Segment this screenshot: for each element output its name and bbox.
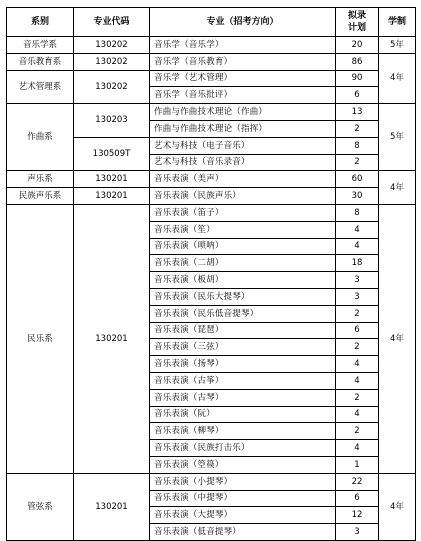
major-cell: 音乐表演（唢呐） — [150, 238, 336, 255]
plan-cell: 90 — [336, 70, 379, 87]
major-cell: 音乐表演（民乐低音提琴） — [150, 305, 336, 322]
major-cell: 音乐表演（板胡） — [150, 272, 336, 289]
major-cell: 音乐表演（小提琴） — [150, 473, 336, 490]
table-row — [7, 37, 416, 54]
major-cell: 音乐表演（民族声乐） — [150, 188, 336, 205]
table-row — [7, 171, 416, 188]
code-cell: 130509T — [74, 137, 150, 171]
plan-cell: 13 — [336, 104, 379, 121]
plan-cell: 20 — [336, 37, 379, 54]
major-cell: 音乐表演（琵琶） — [150, 322, 336, 339]
dept-cell: 作曲系 — [7, 104, 74, 171]
major-cell: 作曲与作曲技术理论（作曲） — [150, 104, 336, 121]
major-cell: 作曲与作曲技术理论（指挥） — [150, 120, 336, 137]
plan-cell: 8 — [336, 204, 379, 221]
major-cell: 音乐学（艺术管理） — [150, 70, 336, 87]
code-cell: 130201 — [74, 171, 150, 188]
code-cell: 130202 — [74, 70, 150, 104]
code-cell: 130202 — [74, 53, 150, 70]
admission-plan-table — [6, 7, 416, 541]
plan-cell: 86 — [336, 53, 379, 70]
plan-cell: 6 — [336, 322, 379, 339]
plan-cell: 2 — [336, 305, 379, 322]
header-dept: 系别 — [7, 8, 74, 37]
major-cell: 艺术与科技（音乐录音） — [150, 154, 336, 171]
major-cell: 音乐表演（箜篌） — [150, 456, 336, 473]
plan-cell: 12 — [336, 507, 379, 524]
plan-cell: 2 — [336, 154, 379, 171]
code-cell: 130202 — [74, 37, 150, 54]
table-header-row — [7, 8, 416, 37]
dept-cell: 音乐教育系 — [7, 53, 74, 70]
plan-cell: 3 — [336, 288, 379, 305]
header-code: 专业代码 — [74, 8, 150, 37]
table-row — [7, 204, 416, 221]
plan-cell: 2 — [336, 423, 379, 440]
table-row — [7, 104, 416, 121]
major-cell: 音乐表演（美声） — [150, 171, 336, 188]
plan-cell: 1 — [336, 456, 379, 473]
plan-cell: 3 — [336, 524, 379, 541]
major-cell: 音乐表演（民乐大提琴） — [150, 288, 336, 305]
plan-cell: 6 — [336, 87, 379, 104]
plan-cell: 18 — [336, 255, 379, 272]
plan-cell: 4 — [336, 221, 379, 238]
plan-cell: 6 — [336, 490, 379, 507]
plan-cell: 4 — [336, 440, 379, 457]
dept-cell: 民乐系 — [7, 204, 74, 473]
major-cell: 音乐表演（三弦） — [150, 339, 336, 356]
dept-cell: 音乐学系 — [7, 37, 74, 54]
header-years: 学制 — [379, 8, 416, 37]
plan-cell: 4 — [336, 238, 379, 255]
plan-cell: 8 — [336, 137, 379, 154]
years-cell: 4年 — [379, 53, 416, 103]
major-cell: 音乐表演（古筝） — [150, 372, 336, 389]
major-cell: 音乐表演（二胡） — [150, 255, 336, 272]
major-cell: 音乐表演（民族打击乐） — [150, 440, 336, 457]
plan-cell: 3 — [336, 272, 379, 289]
years-cell: 5年 — [379, 104, 416, 171]
major-cell: 音乐学（音乐批评） — [150, 87, 336, 104]
plan-cell: 30 — [336, 188, 379, 205]
major-cell: 音乐表演（低音提琴） — [150, 524, 336, 541]
major-cell: 音乐学（音乐学） — [150, 37, 336, 54]
years-cell: 4年 — [379, 204, 416, 473]
plan-cell: 2 — [336, 339, 379, 356]
major-cell: 音乐表演（柳琴） — [150, 423, 336, 440]
header-plan-line2: 计划 — [347, 23, 366, 33]
major-cell: 音乐表演（笛子） — [150, 204, 336, 221]
table-row — [7, 188, 416, 205]
major-cell: 音乐表演（笙） — [150, 221, 336, 238]
plan-cell: 2 — [336, 389, 379, 406]
cropped-heading-text — [14, 0, 104, 1]
plan-cell: 60 — [336, 171, 379, 188]
cropped-heading-fragment — [14, 0, 104, 5]
code-cell: 130201 — [74, 473, 150, 540]
dept-cell: 民族声乐系 — [7, 188, 74, 205]
major-cell: 音乐学（音乐教育） — [150, 53, 336, 70]
code-cell: 130203 — [74, 104, 150, 138]
plan-cell: 2 — [336, 120, 379, 137]
table-row — [7, 70, 416, 87]
dept-cell: 艺术管理系 — [7, 70, 74, 104]
major-cell: 音乐表演（大提琴） — [150, 507, 336, 524]
dept-cell: 声乐系 — [7, 171, 74, 188]
major-cell: 音乐表演（阮） — [150, 406, 336, 423]
years-cell: 5年 — [379, 37, 416, 54]
table-row — [7, 473, 416, 490]
dept-cell: 管弦系 — [7, 473, 74, 540]
major-cell: 音乐表演（古琴） — [150, 389, 336, 406]
plan-cell: 4 — [336, 356, 379, 373]
header-plan-line1: 拟录 — [347, 11, 366, 21]
plan-cell: 22 — [336, 473, 379, 490]
code-cell: 130201 — [74, 188, 150, 205]
years-cell: 4年 — [379, 473, 416, 540]
major-cell: 音乐表演（扬琴） — [150, 356, 336, 373]
years-cell: 4年 — [379, 171, 416, 205]
major-cell: 音乐表演（中提琴） — [150, 490, 336, 507]
header-plan — [336, 8, 379, 37]
major-cell: 艺术与科技（电子音乐） — [150, 137, 336, 154]
plan-cell: 4 — [336, 372, 379, 389]
plan-cell: 4 — [336, 406, 379, 423]
header-major: 专业（招考方向） — [150, 8, 336, 37]
table-row — [7, 53, 416, 70]
code-cell: 130201 — [74, 204, 150, 473]
